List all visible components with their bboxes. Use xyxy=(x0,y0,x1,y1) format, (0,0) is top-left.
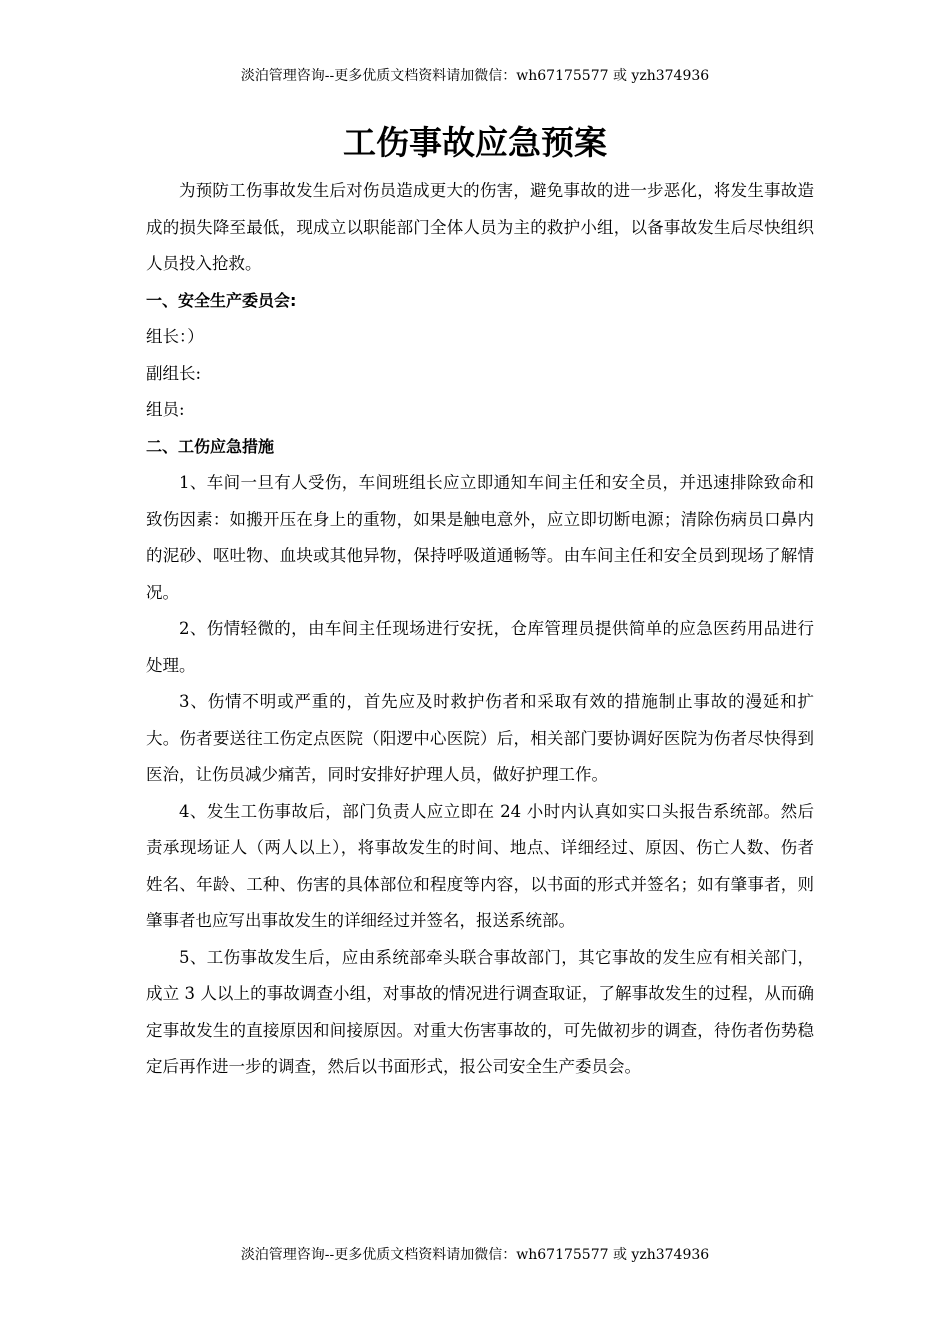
page-footer: 淡泊管理咨询--更多优质文档资料请加微信：wh67175577 或 yzh374936 xyxy=(240,1247,710,1263)
intro-paragraph: 为预防工伤事故发生后对伤员造成更大的伤害，避免事故的进一步恶化，将发生事故造成的损失降至最低，现成立以职能部门全体人员为主的救护小组，以备事故发生后尽快组织人员投入抢救。 xyxy=(146,181,814,273)
committee-leader: 组长：） xyxy=(146,327,204,346)
measure-item-5: 5、工伤事故发生后，应由系统部牵头联合事故部门，其它事故的发生应有相关部门，成立 3 人以上的事故调查小组，对事故的情况进行调查取证，了解事故发生的过程，从而确定事故发生的直接原因和间接原因。对重大伤害事故的，可先做初步的调查，待伤者伤势稳定后再作进一步的调查，然后以书面形式，报公司安全生产委员会。 xyxy=(146,947,814,1076)
measure-item-1: 1、车间一旦有人受伤，车间班组长应立即通知车间主任和安全员，并迅速排除致命和致伤因素：如搬开压在身上的重物，如果是触电意外，应立即切断电源；清除伤病员口鼻内的泥砂、呕吐物、血块或其他异物，保持呼吸道通畅等。由车间主任和安全员到现场了解情况。 xyxy=(146,473,814,602)
measure-item-4: 4、发生工伤事故后，部门负责人应立即在 24 小时内认真如实口头报告系统部。然后责承现场证人（两人以上），将事故发生的时间、地点、详细经过、原因、伤亡人数、伤者姓名、年龄、工种、伤害的具体部位和程度等内容，以书面的形式并签名；如有肇事者，则肇事者也应写出事故发生的详细经过并签名，报送系统部。 xyxy=(146,801,814,930)
measure-item-3: 3、伤情不明或严重的，首先应及时救护伤者和采取有效的措施制止事故的漫延和扩大。伤者要送往工伤定点医院（阳逻中心医院）后，相关部门要协调好医院为伤者尽快得到医治，让伤员减少痛苦，同时安排好护理人员，做好护理工作。 xyxy=(146,692,814,784)
page-header: 淡泊管理咨询--更多优质文档资料请加微信：wh67175577 或 yzh374936 xyxy=(240,68,710,84)
committee-deputy: 副组长: xyxy=(146,363,202,383)
section-heading-committee: 一、安全生产委员会: xyxy=(146,290,297,310)
document-title: 工伤事故应急预案 xyxy=(343,123,607,162)
measure-item-2: 2、伤情轻微的，由车间主任现场进行安抚，仓库管理员提供简单的应急医药用品进行处理。 xyxy=(146,619,814,675)
document-body xyxy=(146,173,814,1086)
committee-members: 组员: xyxy=(146,400,185,419)
section-heading-measures: 二、工伤应急措施 xyxy=(146,436,275,456)
